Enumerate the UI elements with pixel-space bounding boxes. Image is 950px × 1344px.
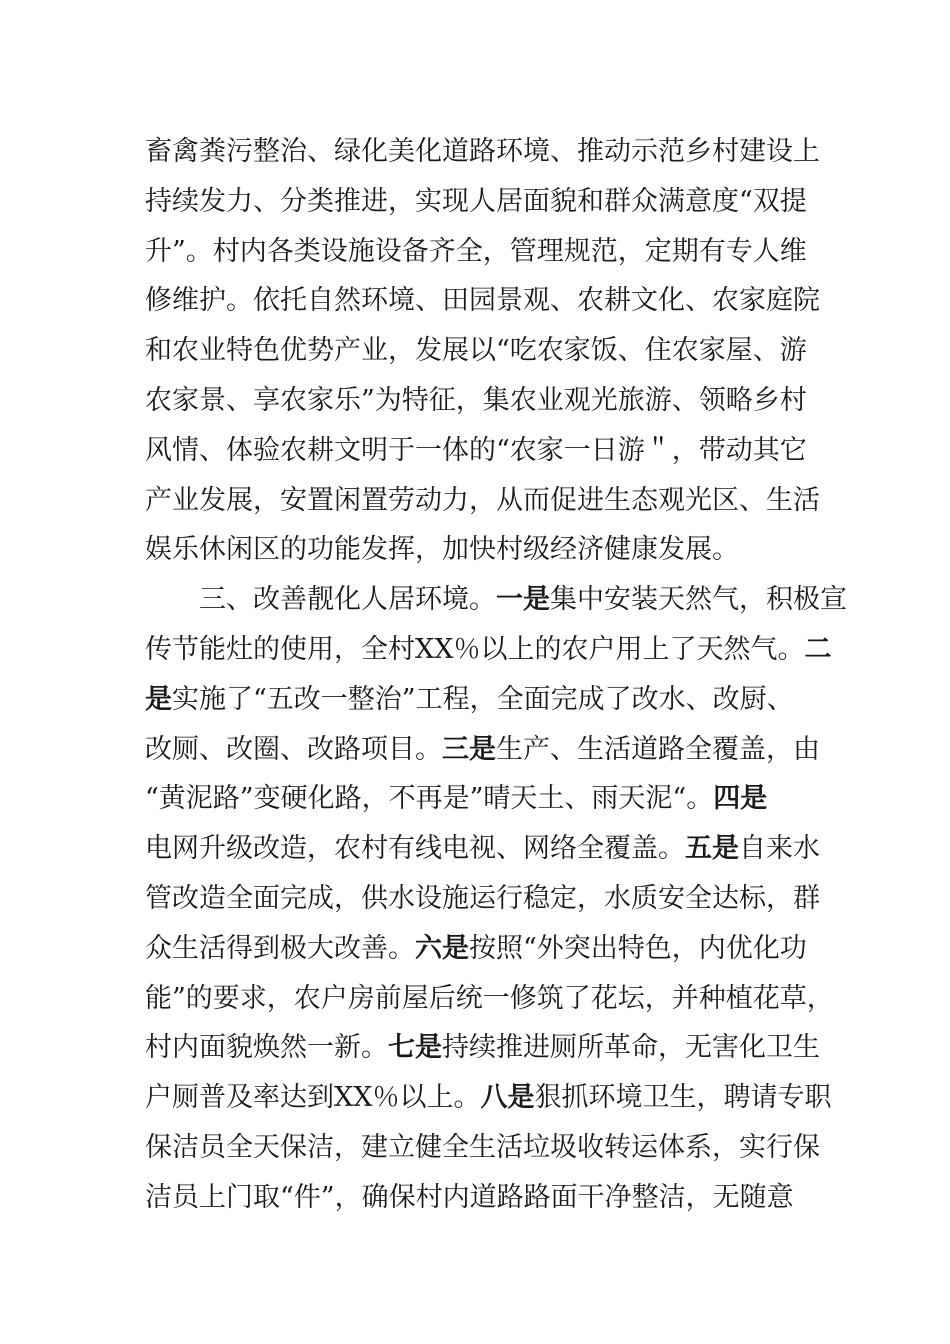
paragraph-line (145, 625, 832, 675)
paragraph-line (145, 725, 820, 775)
bold-marker: 五是 (685, 833, 739, 865)
paragraph-line (145, 774, 805, 824)
text-run: 户厕普及率达到XX％以上。 (145, 1082, 481, 1114)
bold-marker: 七是 (388, 1032, 442, 1064)
text-run: 村内面貌焕然一新。 (145, 1032, 388, 1064)
paragraph-line: 修维护。依托自然环境、田园景观、农耕文化、农家庭院 (145, 285, 820, 317)
paragraph-line: 升”。村内各类设施设备齐全，管理规范，定期有专人维 (145, 235, 807, 267)
paragraph-line: 保洁员全天保洁，建立健全生活垃圾收转运体系，实行保 (145, 1131, 820, 1163)
text-run: 按照“外突出特色，内优化功 (469, 932, 807, 964)
text-run: 实施了“五改一整治”工程，全面完成了改水、改厨、 (172, 683, 794, 715)
bold-marker: 四是 (713, 783, 768, 815)
paragraph-line: 风情、体验农耕文明于一体的“农家一日游＂，带动其它 (145, 434, 807, 466)
paragraph-line: 管改造全面完成，供水设施运行稳定，水质安全达标，群 (145, 882, 820, 914)
paragraph-line (145, 824, 820, 874)
paragraph-line: 产业发展，安置闲置劳动力，从而促进生态观光区、生活 (145, 484, 820, 516)
bold-marker: 是 (145, 683, 172, 715)
text-run: 电网升级改造，农村有线电视、网络全覆盖。 (145, 833, 685, 865)
paragraph-line: 农家景、享农家乐”为特征，集农业观光旅游、领略乡村 (145, 384, 807, 416)
text-run: 自来水 (739, 833, 820, 865)
text-run: 狠抓环境卫生，聘请专职 (534, 1082, 832, 1114)
text-run: 传节能灶的使用，全村XX％以上的农户用上了天然气。 (145, 633, 805, 665)
text-run: “黄泥路”变硬化路，不再是”晴天土、雨天泥“。 (145, 783, 714, 815)
section-heading-line (145, 575, 847, 625)
paragraph-line (145, 675, 805, 725)
text-run: 众生活得到极大改善。 (145, 932, 415, 964)
paragraph-line: 持续发力、分类推进，实现人居面貌和群众满意度“双提 (145, 185, 807, 217)
text-run: 改厕、改圈、改路项目。 (145, 733, 442, 765)
text-run: 持续推进厕所革命，无害化卫生 (442, 1032, 820, 1064)
paragraph-line (145, 1073, 832, 1123)
bold-marker: 六是 (415, 932, 469, 964)
paragraph-line: 能”的要求，农户房前屋后统一修筑了花坛，并种植花草， (145, 982, 834, 1014)
paragraph-line: 畜禽粪污整治、绿化美化道路环境、推动示范乡村建设上 (145, 136, 820, 167)
section-heading: 三、改善靓化人居环境。 (145, 584, 496, 616)
bold-marker: 三是 (442, 733, 496, 765)
paragraph-line: 娱乐休闲区的功能发挥，加快村级经济健康发展。 (145, 534, 739, 566)
bold-marker: 一是 (496, 584, 550, 616)
bold-marker: 二 (804, 633, 832, 665)
text-run: 集中安装天然气，积极宣 (550, 584, 847, 616)
paragraph-line (145, 1023, 820, 1073)
text-run: 生产、生活道路全覆盖，由 (496, 733, 820, 765)
paragraph-line (145, 924, 805, 974)
paragraph-line: 洁员上门取“件”，确保村内道路路面干净整洁，无随意 (145, 1181, 794, 1213)
paragraph-line: 和农业特色优势产业，发展以“吃农家饭、住农家屋、游 (145, 335, 807, 367)
document-page (145, 127, 847, 1223)
bold-marker: 八是 (480, 1082, 535, 1114)
